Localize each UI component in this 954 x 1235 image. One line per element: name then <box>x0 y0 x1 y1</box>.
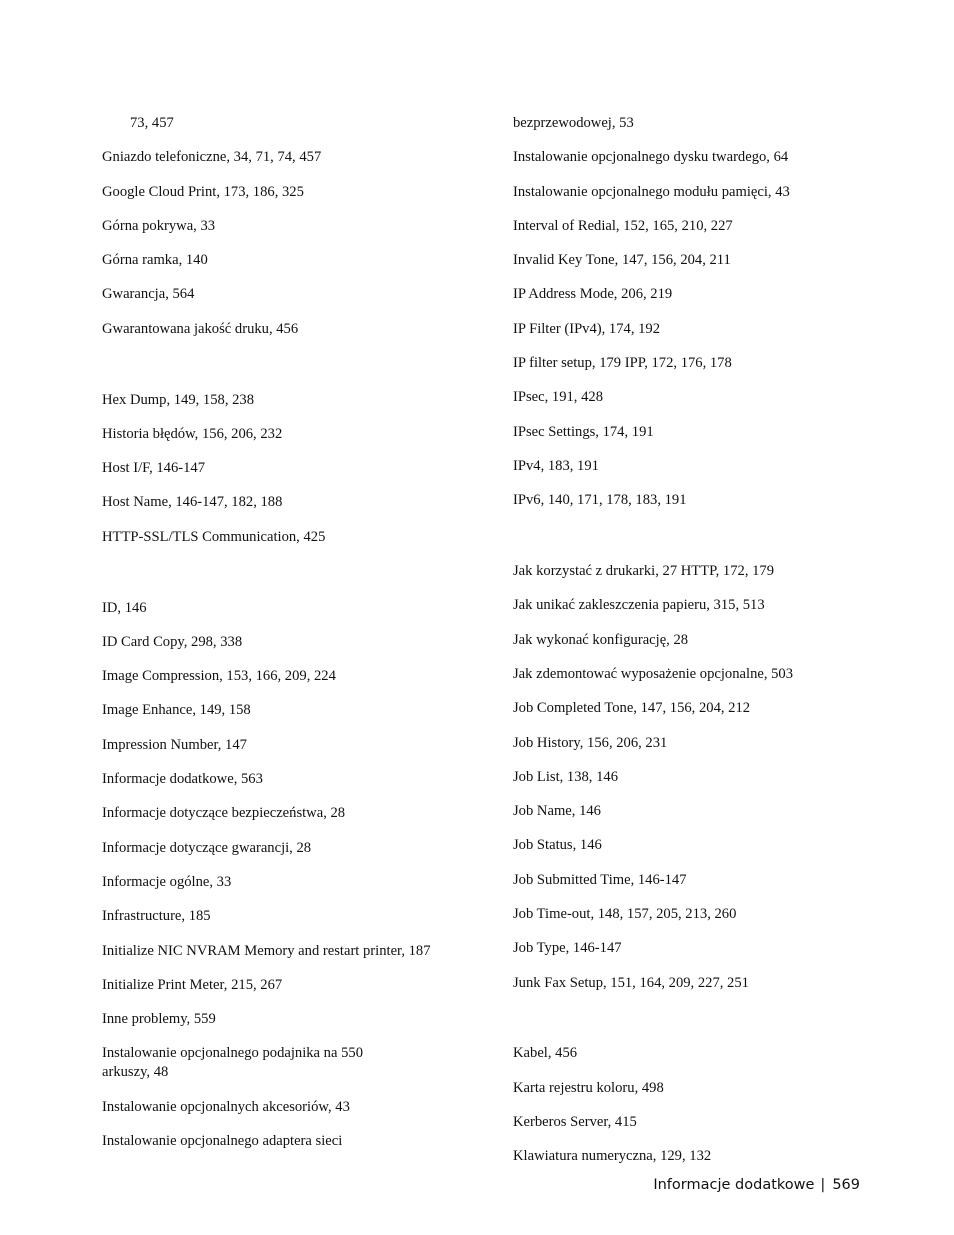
index-entry: Infrastructure, 185 <box>102 908 211 925</box>
index-entry: Górna pokrywa, 33 <box>102 217 216 234</box>
index-entry: Instalowanie opcjonalnego modułu pamięci, 43 <box>513 183 790 200</box>
index-entry: Hex Dump, 149, 158, 238 <box>102 391 255 408</box>
index-entry: Job Status, 146 <box>513 837 602 854</box>
index-entry: Job History, 156, 206, 231 <box>513 734 668 751</box>
index-entry-wrapped: Instalowanie opcjonalnego podajnika na 550 arkuszy, 48 <box>102 1045 363 1081</box>
index-entry: Instalowanie opcjonalnego adaptera sieci <box>102 1133 343 1150</box>
index-entry-continuation: bezprzewodowej, 53 <box>513 115 634 131</box>
index-entry: Górna ramka, 140 <box>102 252 208 269</box>
index-entry: Invalid Key Tone, 147, 156, 204, 211 <box>513 252 731 269</box>
index-entry: Host Name, 146-147, 182, 188 <box>102 494 283 511</box>
index-entry: Image Enhance, 149, 158 <box>102 702 251 719</box>
index-entry: Impression Number, 147 <box>102 736 247 753</box>
letter-group-gap <box>102 562 482 599</box>
index-entry: Gniazdo telefoniczne, 34, 71, 74, 457 <box>102 149 322 166</box>
index-entry: IPsec, 191, 428 <box>513 389 603 406</box>
index-entry: Instalowanie opcjonalnych akcesoriów, 43 <box>102 1098 350 1115</box>
letter-group-gap <box>513 1008 853 1045</box>
index-entry: Initialize Print Meter, 215, 267 <box>102 976 283 993</box>
index-entry: Jak wykonać konfigurację, 28 <box>513 631 689 648</box>
index-column-left <box>102 114 482 1166</box>
index-entry: Instalowanie opcjonalnego dysku twardego, 64 <box>513 149 789 166</box>
index-entry: IPv4, 183, 191 <box>513 457 599 474</box>
letter-group-gap <box>102 354 482 391</box>
index-entry: Google Cloud Print, 173, 186, 325 <box>102 183 304 200</box>
page-number: 569 <box>832 1177 860 1193</box>
index-entry: Job List, 138, 146 <box>513 768 618 785</box>
index-entry: Kerberos Server, 415 <box>513 1114 637 1131</box>
index-entry: Interval of Redial, 152, 165, 210, 227 <box>513 217 733 234</box>
index-entry: IP Filter (IPv4), 174, 192 <box>513 320 661 337</box>
index-entry: Host I/F, 146-147 <box>102 460 206 477</box>
index-entry: Job Time-out, 148, 157, 205, 213, 260 <box>513 906 737 923</box>
footer-separator: | <box>820 1177 826 1193</box>
index-entry: ID Card Copy, 298, 338 <box>102 633 243 650</box>
index-entry: Karta rejestru koloru, 498 <box>513 1079 664 1096</box>
index-entry: Historia błędów, 156, 206, 232 <box>102 425 283 442</box>
index-entry: Kabel, 456 <box>513 1045 578 1062</box>
index-entry: Jak korzystać z drukarki, 27 HTTP, 172, 179 <box>513 563 775 580</box>
index-entry: Informacje ogólne, 33 <box>102 873 232 890</box>
index-entry-wrapped: Initialize NIC NVRAM Memory and restart printer, 187 <box>102 942 431 959</box>
index-entry: IPsec Settings, 174, 191 <box>513 423 654 440</box>
index-entry-continuation: 73, 457 <box>130 115 174 131</box>
index-entry: Image Compression, 153, 166, 209, 224 <box>102 668 336 685</box>
index-entry: Jak unikać zakleszczenia papieru, 315, 513 <box>513 597 765 614</box>
index-entry: Gwarancja, 564 <box>102 286 195 303</box>
index-entry: IP Address Mode, 206, 219 <box>513 286 673 303</box>
index-entry: Job Name, 146 <box>513 803 601 820</box>
index-entry: Informacje dotyczące bezpieczeństwa, 28 <box>102 805 346 822</box>
index-entry: HTTP-SSL/TLS Communication, 425 <box>102 528 326 545</box>
index-entry: Klawiatura numeryczna, 129, 132 <box>513 1148 712 1165</box>
letter-group-gap <box>513 526 853 563</box>
index-entry: Inne problemy, 559 <box>102 1011 216 1028</box>
index-entry: Junk Fax Setup, 151, 164, 209, 227, 251 <box>513 974 749 991</box>
index-entry: Informacje dotyczące gwarancji, 28 <box>102 839 312 856</box>
index-entry: ID, 146 <box>102 599 147 616</box>
index-entry: Gwarantowana jakość druku, 456 <box>102 320 299 337</box>
index-entry: Job Completed Tone, 147, 156, 204, 212 <box>513 700 751 717</box>
index-entry: Job Submitted Time, 146-147 <box>513 871 687 888</box>
footer-section-title: Informacje dodatkowe <box>653 1177 815 1193</box>
index-entry: IP filter setup, 179 IPP, 172, 176, 178 <box>513 355 732 372</box>
page-footer <box>653 1177 860 1193</box>
index-entry: IPv6, 140, 171, 178, 183, 191 <box>513 492 687 509</box>
index-entry: Job Type, 146-147 <box>513 940 622 957</box>
index-column-right <box>513 114 853 1182</box>
index-entry: Informacje dodatkowe, 563 <box>102 771 263 788</box>
index-entry: Jak zdemontować wyposażenie opcjonalne, 503 <box>513 665 794 682</box>
